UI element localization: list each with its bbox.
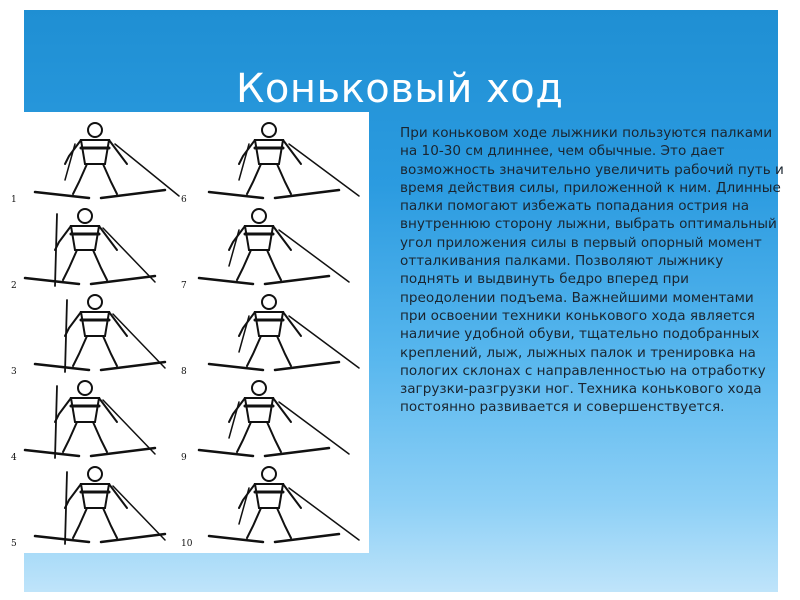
figure-number-label: 9 [181, 453, 187, 463]
skier-figure [209, 467, 359, 542]
skier-figures-svg [3, 112, 369, 553]
skier-figure [35, 295, 165, 372]
figure-number-label: 6 [181, 195, 187, 205]
slide-title: Коньковый ход [236, 66, 564, 112]
figure-number-label: 3 [11, 367, 17, 377]
skier-figures-illustration [3, 112, 369, 553]
figure-number-label: 10 [181, 539, 193, 549]
figure-number-label: 7 [181, 281, 187, 291]
skier-figure [35, 123, 179, 198]
figure-number-label: 1 [11, 195, 17, 205]
slide-body-text: При коньковом ходе лыжники пользуются палками на 10-30 см длиннее, чем обычные. Это дает возможность значительно увеличить рабочий путь и время действия силы, приложенной к ним. Длинные палки помогают избежать попадания острия на внутреннюю сторону лыжни, выбрать оптимальный угол приложения силы в первый опорный момент отталкивания палками. Позволяют лыжнику поднять и выдвинуть бедро вперед при преодолении подъема. Важнейшими моментами при освоении техники конькового хода является наличие удобной обуви, тщательно подобранных креплений, лыж, лыжных палок и тренировка на пологих склонах с направленностью на отработку загрузки-разгрузки ног. Техника конькового хода постоянно развивается и совершенствуется. [400, 125, 784, 416]
skier-figure [199, 209, 349, 284]
skier-figure [25, 381, 155, 458]
figure-number-label: 5 [11, 539, 17, 549]
skier-figure [25, 209, 155, 286]
skier-figure [209, 295, 359, 370]
figure-number-label: 8 [181, 367, 187, 377]
figure-number-label: 4 [11, 453, 17, 463]
figure-number-label: 2 [11, 281, 17, 291]
skier-figure [35, 467, 165, 544]
skier-figure [199, 381, 349, 456]
skier-figure [209, 123, 359, 198]
